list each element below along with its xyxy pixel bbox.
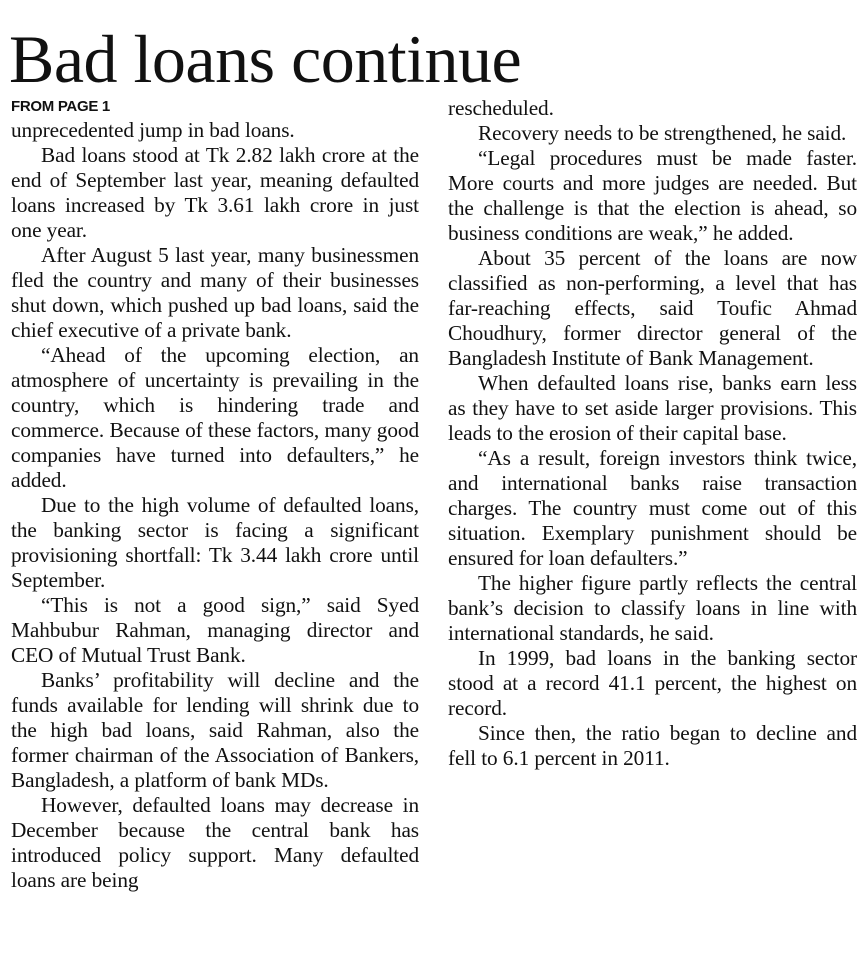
paragraph: “This is not a good sign,” said Syed Mahbubur Rahman, managing director and CEO of Mutual Trust Bank. [11,593,419,667]
paragraph: “As a result, foreign investors think twice, and international banks raise transaction charges. The country must come out of this situation. Exemplary punishment should be ensured for loan defaulters.” [448,446,857,570]
right-column [448,96,857,771]
paragraph: “Ahead of the upcoming election, an atmosphere of uncertainty is prevailing in the country, which is hindering trade and commerce. Because of these factors, many good companies have turned into defaulters,” he added. [11,343,419,492]
paragraph: unprecedented jump in bad loans. [11,118,295,142]
paragraph: rescheduled. [448,96,554,120]
paragraph: In 1999, bad loans in the banking sector stood at a record 41.1 percent, the highest on record. [448,646,857,720]
headline: Bad loans continue [9,21,522,97]
paragraph: Banks’ profitability will decline and the funds available for lending will shrink due to the high bad loans, said Rahman, also the former chairman of the Association of Bankers, Bangladesh, a platform of bank MDs. [11,668,419,792]
paragraph: However, defaulted loans may decrease in December because the central bank has introduced policy support. Many defaulted loans are being [11,793,419,892]
paragraph: Since then, the ratio began to decline and fell to 6.1 percent in 2011. [448,721,857,770]
paragraph: “Legal procedures must be made faster. More courts and more judges are needed. But the challenge is that the election is ahead, so business conditions are weak,” he added. [448,146,857,245]
dateline: FROM PAGE 1 [11,98,110,115]
paragraph: When defaulted loans rise, banks earn less as they have to set aside larger provisions. This leads to the erosion of their capital base. [448,371,857,445]
paragraph: About 35 percent of the loans are now classified as non-performing, a level that has far-reaching effects, said Toufic Ahmad Choudhury, former director general of the Bangladesh Institute of Bank Management. [448,246,857,370]
paragraph: Bad loans stood at Tk 2.82 lakh crore at the end of September last year, meaning defaulted loans increased by Tk 3.61 lakh crore in just one year. [11,143,419,242]
paragraph: Due to the high volume of defaulted loans, the banking sector is facing a significant provisioning shortfall: Tk 3.44 lakh crore until September. [11,493,419,592]
paragraph: After August 5 last year, many businessmen fled the country and many of their businesses shut down, which pushed up bad loans, said the chief executive of a private bank. [11,243,419,342]
paragraph: The higher figure partly reflects the central bank’s decision to classify loans in line with international standards, he said. [448,571,857,645]
paragraph: Recovery needs to be strengthened, he said. [478,121,847,145]
left-column [11,96,419,893]
